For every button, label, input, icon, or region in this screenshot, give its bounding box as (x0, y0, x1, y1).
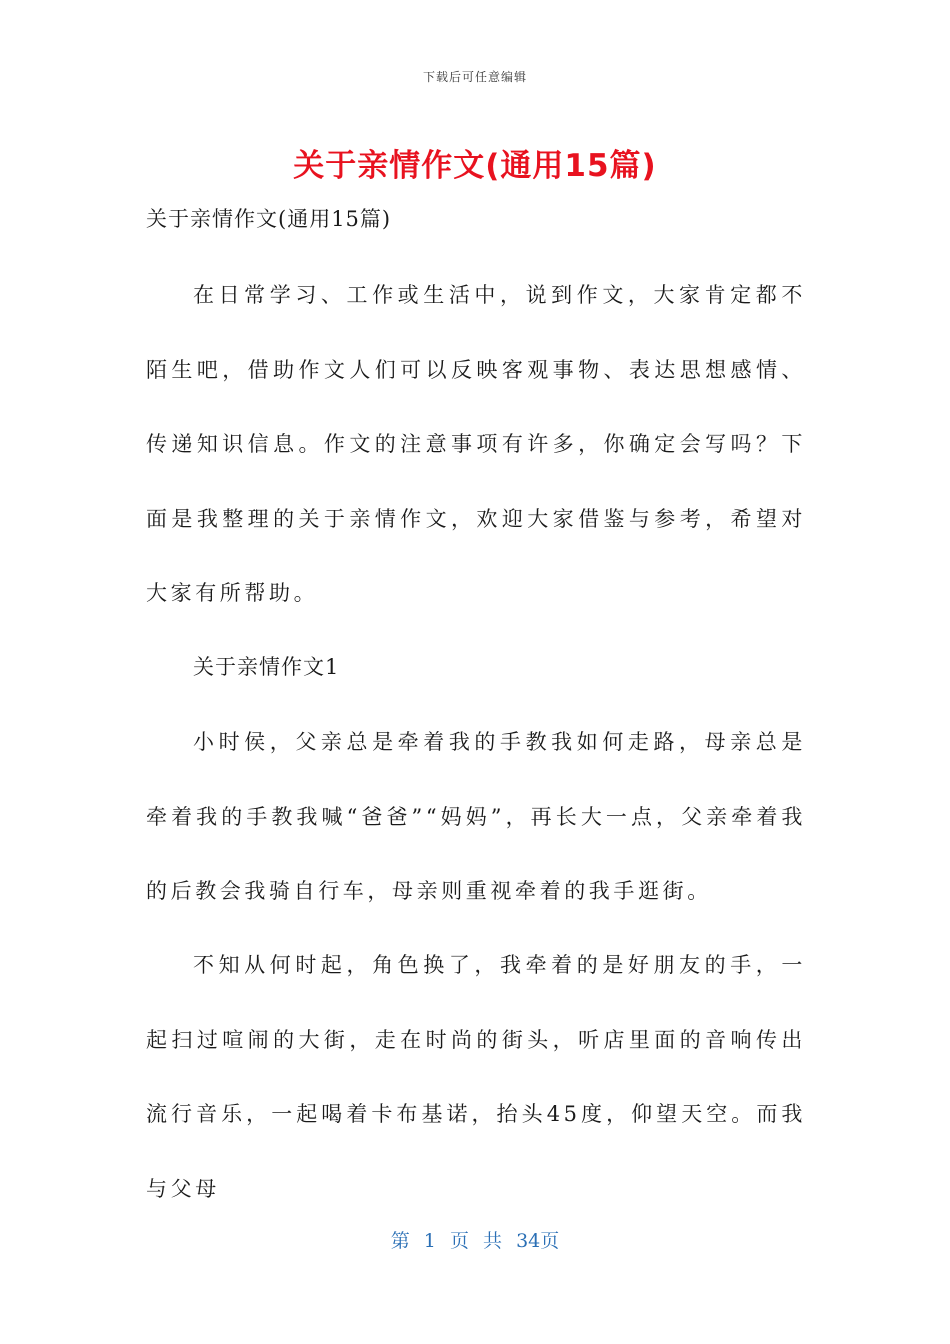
paragraph-intro: 在日常学习、工作或生活中，说到作文，大家肯定都不陌生吧，借助作文人们可以反映客观事物、表达思想感情、传递知识信息。作文的注意事项有许多，你确定会写吗？下面是我整理的关于亲情作文，欢迎大家借鉴与参考，希望对大家有所帮助。 (146, 283, 806, 605)
footer-total-label: 共 (483, 1230, 503, 1252)
header-note: 下载后可任意编辑 (422, 70, 527, 84)
document-title: 关于亲情作文(通用15篇) (293, 148, 657, 184)
footer-mid: 页 (449, 1230, 469, 1252)
document-subtitle: 关于亲情作文(通用15篇) (146, 207, 392, 231)
footer-prefix: 第 (390, 1230, 410, 1252)
footer-current-page: 1 (423, 1230, 436, 1252)
section-heading: 关于亲情作文1 (193, 655, 340, 679)
paragraph-childhood: 小时侯，父亲总是牵着我的手教我如何走路，母亲总是牵着我的手教我喊“爸爸”“妈妈”，再长大一点，父亲牵着我的后教会我骑自行车，母亲则重视牵着的我手逛街。 (146, 730, 806, 903)
paragraph-friends: 不知从何时起，角色换了，我牵着的是好朋友的手，一起扫过喧闹的大街，走在时尚的街头，听店里面的音响传出流行音乐，一起喝着卡布基诺，抬头45度，仰望天空。而我与父母 (146, 953, 806, 1201)
footer-total-pages: 34页 (516, 1230, 560, 1252)
page-number-footer (0, 1226, 950, 1253)
